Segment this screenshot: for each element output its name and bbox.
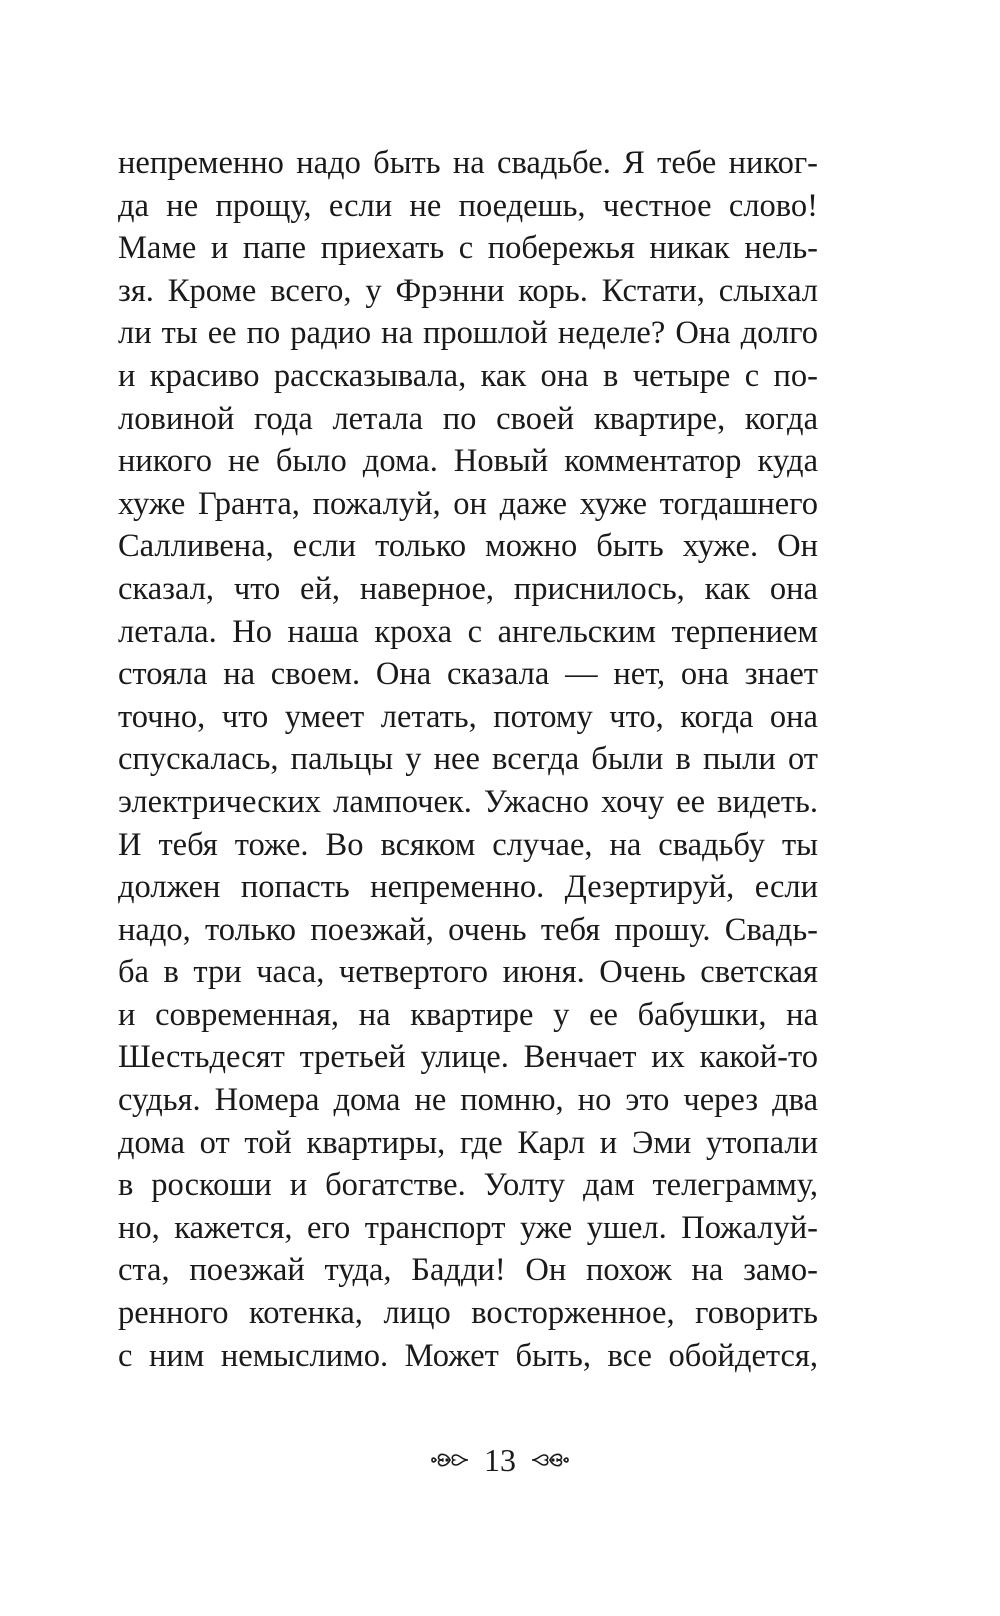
text-line: с ним немыслимо. Может быть, все обойдется,	[118, 1337, 818, 1374]
page-footer	[0, 1438, 1000, 1482]
text-line: хуже Гранта, пожалуй, он даже хуже тогдашнего	[118, 485, 818, 522]
text-line: ба в три часа, четвертого июня. Очень светская	[118, 954, 818, 991]
text-line: зя. Кроме всего, у Фрэнни корь. Кстати, слыхал	[118, 272, 818, 309]
text-line: надо, только поезжай, очень тебя прошу. Свадь-	[118, 911, 818, 948]
body-text	[118, 142, 818, 1377]
text-line: летала. Но наша кроха с ангельским терпением	[118, 613, 818, 650]
text-line: никого не было дома. Новый комментатор куда	[118, 443, 818, 480]
text-line: Салливена, если только можно быть хуже. Он	[118, 528, 818, 565]
text-line: и современная, на квартире у ее бабушки, на	[118, 996, 818, 1033]
text-line: ли ты ее по радио на прошлой неделе? Она долго	[118, 315, 818, 352]
text-line: электрических лампочек. Ужасно хочу ее видеть.	[118, 783, 818, 820]
text-line: дома от той квартиры, где Карл и Эми утопали	[118, 1124, 818, 1161]
text-line: в роскоши и богатстве. Уолту дам телеграмму,	[118, 1167, 818, 1204]
text-line: И тебя тоже. Во всяком случае, на свадьбу ты	[118, 826, 818, 863]
text-line: да не прощу, если не поедешь, честное слово!	[118, 187, 818, 224]
text-line: сказал, что ей, наверное, приснилось, как она	[118, 570, 818, 607]
fleuron-icon	[530, 1447, 570, 1473]
text-line: но, кажется, его транспорт уже ушел. Пожалуй-	[118, 1209, 818, 1246]
text-line: стояла на своем. Она сказала — нет, она знает	[118, 656, 818, 693]
text-line: непременно надо быть на свадьбе. Я тебе никог-	[118, 145, 818, 181]
text-line: ловиной года летала по своей квартире, когда	[118, 400, 818, 437]
fleuron-icon	[430, 1447, 470, 1473]
text-line: спускалась, пальцы у нее всегда были в пыли от	[118, 741, 818, 778]
text-line: ста, поезжай туда, Бадди! Он похож на замо-	[118, 1252, 818, 1289]
text-line: ренного котенка, лицо восторженное, говорить	[118, 1295, 818, 1332]
text-line: судья. Номера дома не помню, но это через два	[118, 1082, 818, 1119]
text-line: должен попасть непременно. Дезертируй, если	[118, 869, 818, 906]
text-line: Маме и папе приехать с побережья никак нель-	[118, 230, 818, 267]
page-number: 13	[484, 1442, 516, 1478]
text-line: Шестьдесят третьей улице. Венчает их какой-то	[118, 1039, 818, 1076]
text-line: и красиво рассказывала, как она в четыре с по-	[118, 357, 818, 394]
text-line: точно, что умеет летать, потому что, когда она	[118, 698, 818, 735]
